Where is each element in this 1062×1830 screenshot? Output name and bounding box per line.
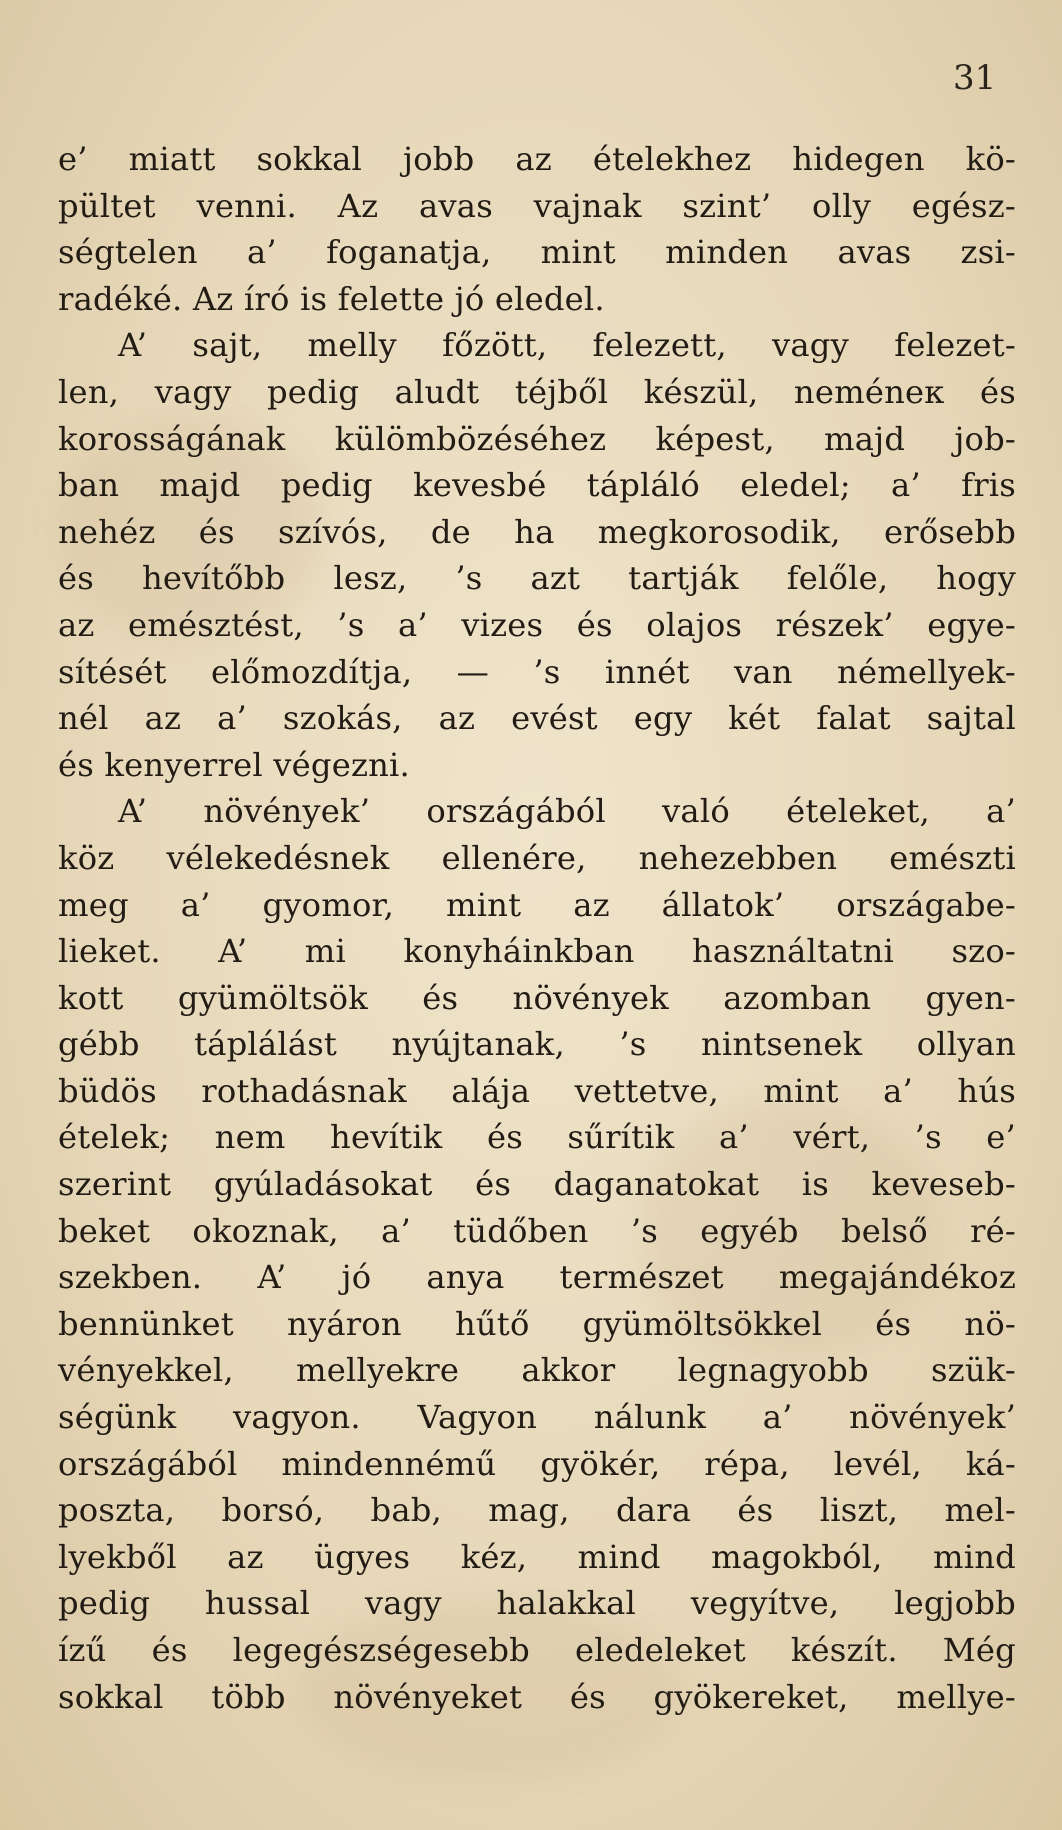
text-line: ségünk vagyon. Vagyon nálunk a’ növények’ — [58, 1398, 1016, 1437]
text-line: len, vagy pedig aludt téjből készül, neméneк és — [58, 372, 1016, 411]
text-line: szerint gyúladásokat és daganatokat is keveseb- — [58, 1165, 1016, 1204]
text-line: ízű és legegészségesebb eledeleket készít. Még — [58, 1631, 1016, 1669]
text-line: e’ miatt sokkal jobb az ételekhez hidegen kö- — [58, 140, 1016, 178]
text-line: korosságának külömbözéséhez képest, majd job- — [58, 419, 1016, 458]
text-line: az emésztést, ’s a’ vizes és olajos részek’ egye- — [58, 605, 1016, 644]
text-line: meg a’ gyomor, mint az állatok’ országabe- — [58, 885, 1016, 924]
text-line: A’ sajt, melly főzött, felezett, vagy felezet- — [118, 326, 1016, 365]
page-number: 31 — [953, 58, 997, 98]
text-line: és kenyerrel végezni. — [58, 745, 410, 784]
text-line: lyekből az ügyes kéz, mind magokból, mind — [58, 1537, 1016, 1576]
body-text — [58, 136, 1016, 1720]
text-line: vényekkel, mellyekre akkor legnagyobb szük- — [58, 1351, 1016, 1390]
text-line: bennünket nyáron hűtő gyümöltsökkel és nö- — [58, 1304, 1016, 1343]
text-line: lieket. A’ mi konyháinkban használtatni szo- — [58, 932, 1016, 971]
text-line: nehéz és szívós, de ha megkorosodik, erősebb — [58, 512, 1016, 551]
text-line: beket okoznak, a’ tüdőben ’s egyéb belső ré- — [58, 1211, 1016, 1250]
text-line: pedig hussal vagy halakkal vegyítve, legjobb — [58, 1584, 1016, 1623]
text-line: radéké. Az író is felette jó eledel. — [58, 279, 605, 318]
text-line: és hevítőbb lesz, ’s azt tartják felőle, hogy — [58, 559, 1016, 598]
text-line: nél az a’ szokás, az evést egy két falat sajtal — [58, 699, 1016, 738]
text-line: A’ növények’ országából való ételeket, a’ — [118, 792, 1016, 831]
text-line: szekben. A’ jó anya természet megajándékoz — [58, 1258, 1016, 1297]
text-line: ségtelen a’ foganatja, mint minden avas zsi- — [58, 233, 1016, 272]
text-line: köz vélekedésnek ellenére, nehezebben emészti — [58, 838, 1016, 877]
text-line: ételek; nem hevítik és sűrítik a’ vért, ’s e’ — [58, 1118, 1016, 1157]
text-line: sítését előmozdítja, — ’s innét van némellyek- — [58, 652, 1016, 691]
text-line: országából mindennémű gyökér, répa, levél, ká- — [58, 1444, 1016, 1483]
text-line: poszta, borsó, bab, mag, dara és liszt, mel- — [58, 1491, 1016, 1530]
text-line: pültet venni. Az avas vajnak szint’ olly egész- — [58, 186, 1016, 225]
text-line: kott gyümöltsök és növények azomban gyen- — [58, 978, 1016, 1017]
text-line: büdös rothadásnak alája vettetve, mint a’ hús — [58, 1071, 1016, 1110]
text-line: sokkal több növényeket és gyökereket, mellye- — [58, 1677, 1016, 1716]
text-line: ban majd pedig kevesbé tápláló eledel; a’ fris — [58, 466, 1016, 505]
text-line: gébb táplálást nyújtanak, ’s nintsenek ollyan — [58, 1025, 1016, 1064]
